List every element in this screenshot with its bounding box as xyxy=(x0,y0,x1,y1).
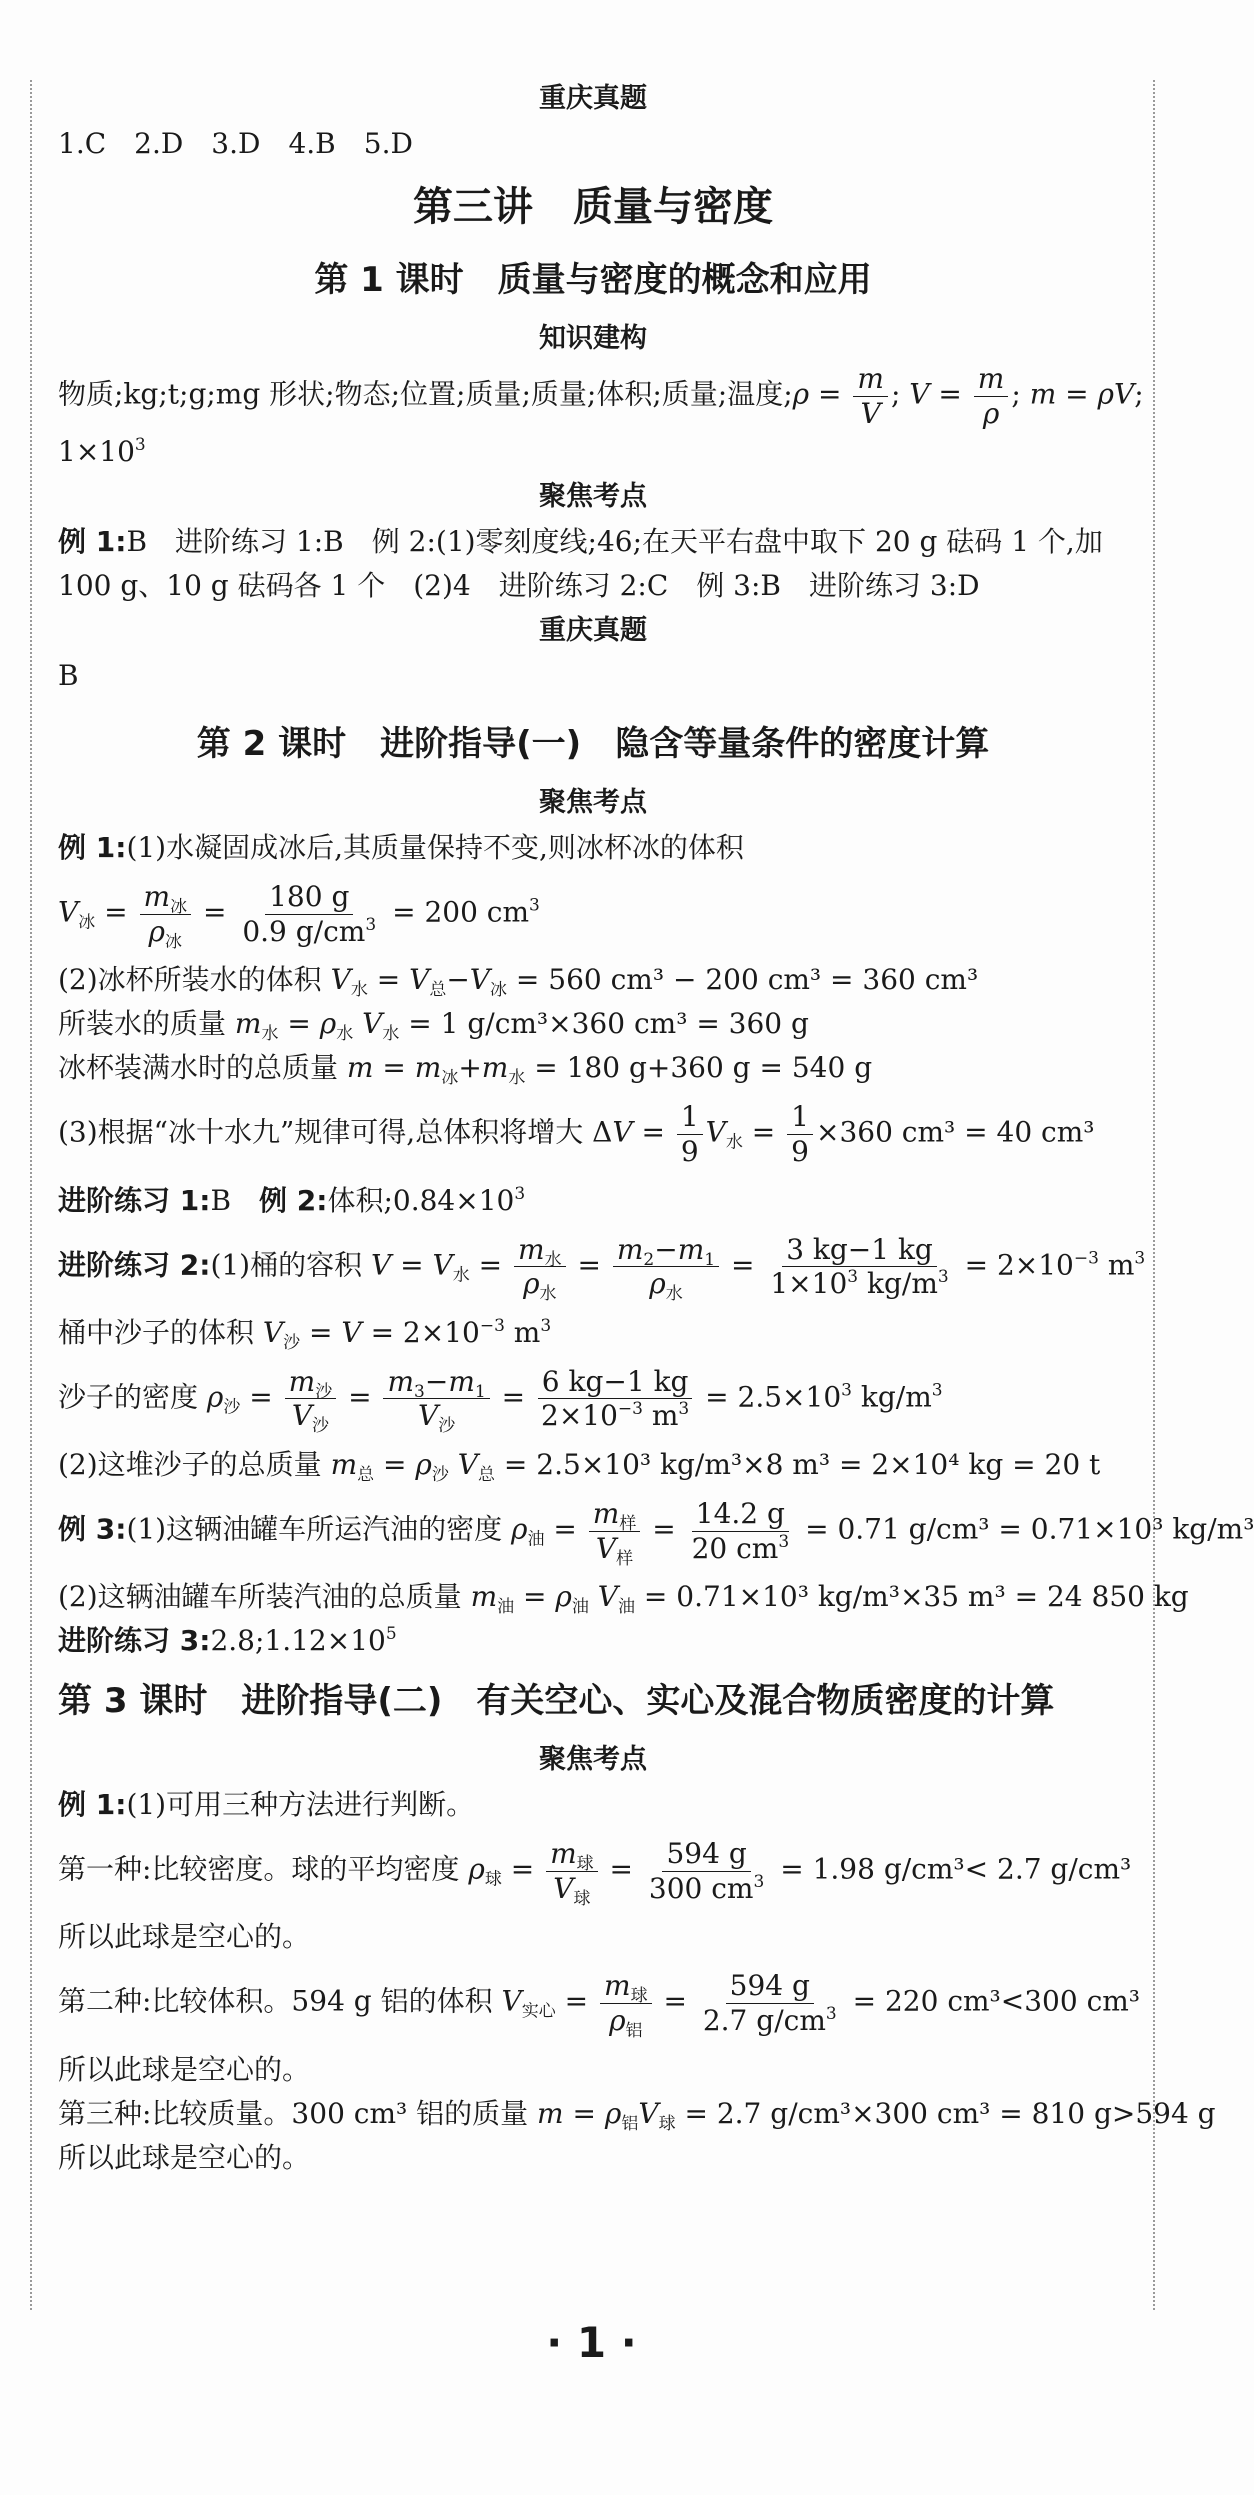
content-column xyxy=(58,76,1254,2180)
l2-ex1-ice-volume: $V_冰$ = $\frac{m_冰}{\rho_冰}$ = $\frac{180 g}{0.9 g/cm^3}$ = 200 $cm^3$ xyxy=(58,880,540,952)
l3-ex1-intro: 例 1:(1)可用三种方法进行判断。 xyxy=(58,1788,475,1822)
cq-answers: 1.C 2.D 3.D 4.B 5.D xyxy=(58,127,413,160)
cq-answer-2: B xyxy=(58,659,79,693)
volume-formula: $\frac{m}{\rho}$ xyxy=(974,362,1009,430)
l2-practice2-sand-mass: (2)这堆沙子的总质量 $m_总 = \rho_沙$ $V_总 = 2.5\times 10^3$ kg/m³×8 m³ = 2×10⁴ kg = 20 t xyxy=(58,1447,1101,1485)
knowledge-heading: 知识建构 xyxy=(539,323,647,354)
focus-line-1: 例 1:B 进阶练习 1:B 例 2:(1)零刻度线;46;在天平右盘中取下 20 g 砝码 1 个,加 xyxy=(58,525,1103,559)
l2-ex3-density: 例 3:(1)这辆油罐车所运汽油的密度 $\rho_油$ = $\frac{m_样}{V_样}$ = $\frac{14.2 g}{20 cm^3}$ = 0.71 g/cm³ = 0.71×10³ kg/m³ xyxy=(58,1496,1254,1569)
focus-line-2: 100 g、10 g 砝码各 1 个 (2)4 进阶练习 2:C 例 3:B 进阶练习 3:D xyxy=(58,569,980,603)
density-formula: $\frac{m}{V}$ xyxy=(853,362,888,430)
l2-ex1-intro: 例 1:(1)水凝固成冰后,其质量保持不变,则冰杯冰的体积 xyxy=(58,831,744,865)
l2-ex3-mass: (2)这辆油罐车所装汽油的总质量 $m_油 = \rho_油$ $V_油 = 0.71\times 10^3$ kg/m³×35 m³ = 24 850 kg xyxy=(58,1580,1189,1618)
l3-method2: 第二种:比较体积。594 g 铝的体积 $V_{实心}$ = $\frac{m_球}{\rho_铝}$ = $\frac{594 g}{2.7 g/cm^3}$ = 220 cm³<300 cm³ xyxy=(58,1969,1141,2041)
l3-method3: 第三种:比较质量。300 cm³ 铝的质量 $m = \rho_铝V_球 = 2.7$ g/cm³×300 cm³ = 810 g>594 g xyxy=(58,2096,1216,2134)
l3-method1: 第一种:比较密度。球的平均密度 $\rho_球$ = $\frac{m_球}{V_球}$ = $\frac{594 g}{300 cm^3}$ = 1.98 g/cm³< 2.7 g/cm³ xyxy=(58,1837,1132,1909)
l3-conclusion-3: 所以此球是空心的。 xyxy=(58,2140,311,2174)
knowledge-line-1: 物质;kg;t;g;mg 形状;物态;位置;质量;质量;体积;质量;温度;ρ = $\frac{m}{V}$ ; V = $\frac{m}{\rho}$ ; m = ρV; xyxy=(58,362,1144,430)
l2-practice3: 进阶练习 $3:2.8;1.12\times 10^5$ xyxy=(58,1624,397,1658)
knowledge-text: 物质;kg;t;g;mg 形状;物态;位置;质量;质量;体积;质量;温度; xyxy=(58,377,793,411)
l2-practice1-ex2: 进阶练习 1:B 例 2:体积$;0.84\times 10^3$ xyxy=(58,1183,526,1217)
l2-ex1-volume-increase: (3)根据“冰十水九”规律可得,总体积将增大 ΔV = $\frac{1}{9}$ $V_水$ = $\frac{1}{9}$ ×360 cm³ = 40 cm³ xyxy=(58,1100,1095,1168)
page-number: · 1 · xyxy=(546,2318,637,2367)
focus-heading-3: 聚焦考点 xyxy=(539,1744,647,1776)
focus-heading-2: 聚焦考点 xyxy=(539,787,647,819)
l2-ex1-total-mass: 冰杯装满水时的总质量 $m = m_冰+m_水 = 180$ g+360 g = 540 g xyxy=(58,1051,873,1089)
section-heading-cq: 重庆真题 xyxy=(539,83,647,114)
cq-heading-2: 重庆真题 xyxy=(539,615,647,647)
lesson1-title: 第 1 课时 质量与密度的概念和应用 xyxy=(314,260,872,300)
l2-ex1-water-mass: 所装水的质量 $m_水 = \rho_水$ $V_水 = 1$ g/cm³×360 cm³ = 360 g xyxy=(58,1007,809,1045)
l2-practice2-sand-density: 沙子的密度 $\rho_沙$ = $\frac{m_沙}{V_沙}$ = $\frac{m_3-m_1}{V_沙}$ = $\frac{6 kg-1 kg}{2\times 10^{-3} m^3}$ = $2.5\times 10^3$ $kg/m^3$ xyxy=(58,1364,943,1437)
knowledge-line-2: $1\times 10^3$ xyxy=(58,435,146,469)
l3-conclusion-2: 所以此球是空心的。 xyxy=(58,2052,311,2086)
right-dotted-rule xyxy=(1153,80,1155,2310)
l3-conclusion-1: 所以此球是空心的。 xyxy=(58,1920,311,1954)
focus-heading-1: 聚焦考点 xyxy=(539,481,647,513)
lesson3-title: 第 3 课时 进阶指导(二) 有关空心、实心及混合物质密度的计算 xyxy=(58,1681,1055,1722)
left-dotted-rule xyxy=(30,80,32,2310)
l2-ex1-water-volume: (2)冰杯所装水的体积 $V_水 = V_总-V_冰 = 560$ cm³ − 200 cm³ = 360 cm³ xyxy=(58,963,979,1001)
l2-practice2-sand-volume: 桶中沙子的体积 $V_沙 = V = 2\times 10^{-3}$ $m^3$ xyxy=(58,1315,552,1353)
chapter-title: 第三讲 质量与密度 xyxy=(413,184,773,230)
l2-practice2-bucket: 进阶练习 2:(1)桶的容积 $V = V_水$ = $\frac{m_水}{\rho_水}$ = $\frac{m_2-m_1}{\rho_水}$ = $\frac{3 kg-1 kg}{1\times 10^3 kg/m^3}$ = $2\times 10^{-3}$ $m^3$ xyxy=(58,1232,1146,1305)
lesson2-title: 第 2 课时 进阶指导(一) 隐含等量条件的密度计算 xyxy=(196,724,990,765)
